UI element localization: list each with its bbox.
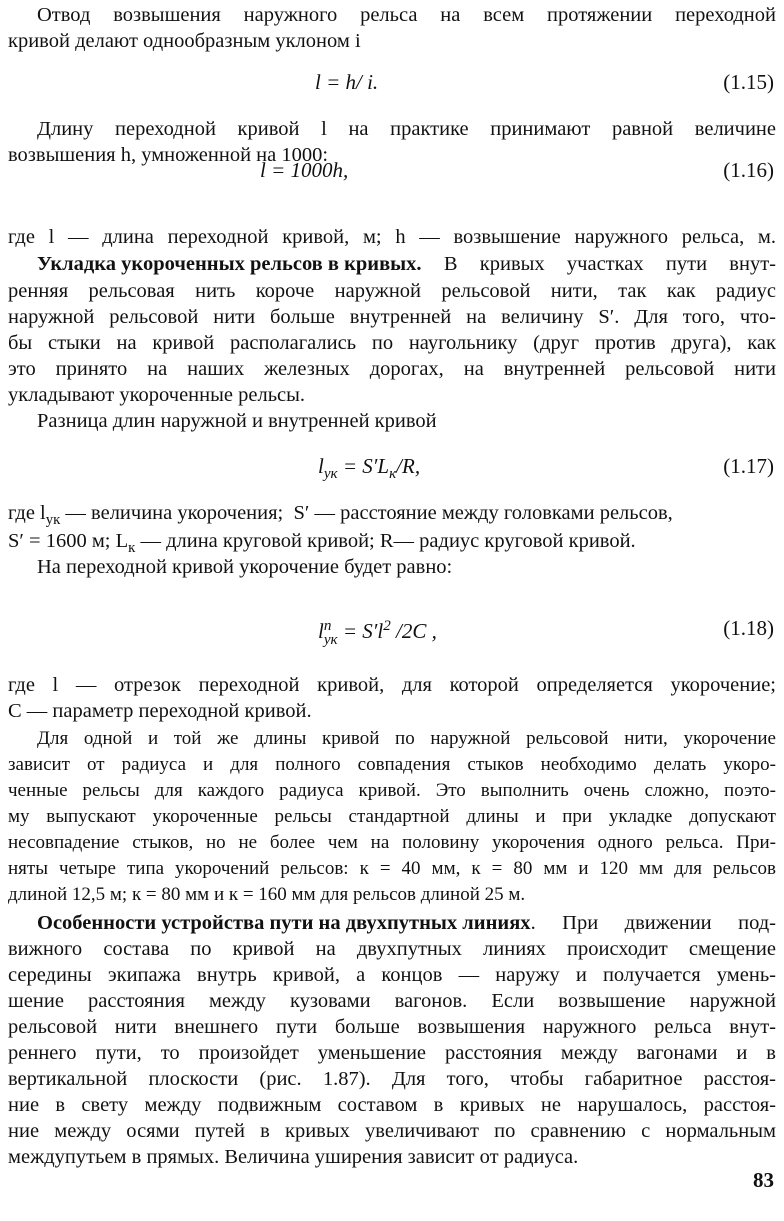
text-line: C — параметр переходной кривой. <box>8 700 312 722</box>
equation-1-18: l п ук = $S'l^2$ /2C , <box>318 618 437 649</box>
text-line: реннего пути, то произойдет уменьшение расстояния между вагонами и в <box>8 1042 776 1064</box>
text-line: S′ = 1600 м; $L_к$ — длина круговой кривой; R— радиус круговой кривой. <box>8 530 636 557</box>
text-line: Разница длин наружной и внутренней кривой <box>37 410 437 432</box>
text-line: кривой делают однообразным уклоном i <box>8 30 361 52</box>
text-line: ренняя рельсовая нить короче наружной рельсовой нити, так как радиус <box>8 280 776 302</box>
text-span: . При движении под- <box>530 912 776 934</box>
text-line: где l — отрезок переходной кривой, для которой определяется укорочение; <box>8 674 776 696</box>
text-line: ние в свету между подвижным составом в кривых не нарушалось, расстоя- <box>8 1094 776 1116</box>
text-line: рельсовой нити внешнего пути больше возвышения наружного рельса внут- <box>8 1016 776 1038</box>
text-line: му выпускают укороченные рельсы стандартной длины и при укладке допускают <box>8 806 776 827</box>
text-line: возвышения h, умноженной на 1000: <box>8 144 329 166</box>
text-line: вижного состава по кривой на двухпутных линиях происходит смещение <box>8 938 776 960</box>
text-line: где l — длина переходной кривой, м; h — возвышение наружного рельса, м. <box>8 226 776 248</box>
text-line: несовпадение стыков, но не более чем на половину укорочения одного рельса. При- <box>8 832 776 853</box>
equation-number: (1.15) <box>723 70 774 94</box>
equation-1-16: l = 1000h, <box>260 158 349 182</box>
page-number: 83 <box>753 1168 774 1192</box>
text-line: середины экипажа внутрь кривой, а концов — наружу и получается умень- <box>8 964 776 986</box>
text-line: Длину переходной кривой l на практике принимают равной величине <box>37 118 776 140</box>
text-line: зависит от радиуса и для полного совпадения стыков необходимо делать укоро- <box>8 754 776 775</box>
text-line: шение расстояния между кузовами вагонов. Если возвышение наружной <box>8 990 776 1012</box>
equation-1-17: $l_{ук} = S'L_к/R$, <box>318 454 421 483</box>
section-heading: Особенности устройства пути на двухпутных линиях <box>37 912 531 934</box>
text-line: междупутьем в прямых. Величина уширения зависит от радиуса. <box>8 1146 579 1168</box>
text-line: Отвод возвышения наружного рельса на всем протяжении переходной <box>37 4 776 26</box>
section-heading: Укладка укороченных рельсов в кривых. <box>37 253 422 275</box>
text-line: укладывают укороченные рельсы. <box>8 384 306 406</box>
text-line: Для одной и той же длины кривой по наружной рельсовой нити, укорочение <box>37 728 776 749</box>
text-line <box>37 251 776 277</box>
text-line: это принято на наших железных дорогах, на внутренней рельсовой нити <box>8 358 776 380</box>
text-line: ченные рельсы для каждого радиуса кривой. Это выполнить очень сложно, поэто- <box>8 780 776 801</box>
text-line: няты четыре типа укорочений рельсов: к = 40 мм, к = 80 мм и 120 мм для рельсов <box>8 858 776 879</box>
text-line <box>37 910 776 936</box>
text-line: длиной 12,5 м; к = 80 мм и к = 160 мм для рельсов длиной 25 м. <box>8 884 526 905</box>
text-line: На переходной кривой укорочение будет равно: <box>37 556 453 578</box>
text-line: бы стыки на кривой располагались по наугольнику (друг против друга), как <box>8 332 776 354</box>
equation-number: (1.17) <box>723 454 774 478</box>
equation-1-15: l = h/ i. <box>315 70 379 94</box>
text-line: вертикальной плоскости (рис. 1.87). Для того, чтобы габаритное расстоя- <box>8 1068 776 1090</box>
text-line: где $l_{ук}$ — величина укорочения; S′ — расстояние между головками рельсов, <box>8 502 673 529</box>
equation-number: (1.18) <box>723 616 774 640</box>
equation-number: (1.16) <box>723 158 774 182</box>
text-line: ние между осями путей в кривых увеличивают по сравнению с нормальным <box>8 1120 776 1142</box>
text-span: В кривых участках пути внут- <box>421 253 776 275</box>
text-line: наружной рельсовой нити больше внутренней на величину S′. Для того, что- <box>8 306 776 328</box>
